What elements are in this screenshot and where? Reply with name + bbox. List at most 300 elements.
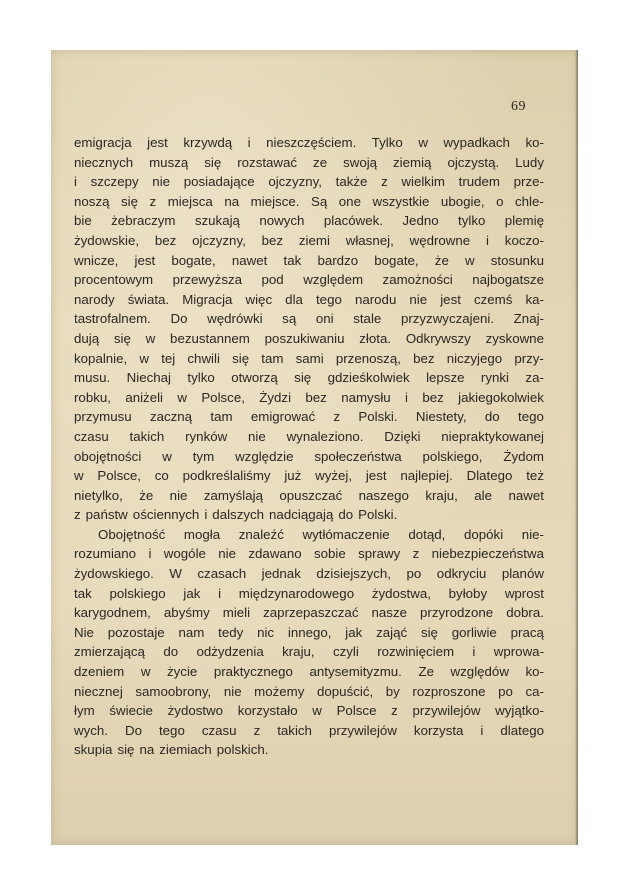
- word: sobie: [313, 546, 346, 562]
- body-text: [74, 133, 544, 760]
- word: antysemityzmu.: [309, 664, 402, 680]
- word: kopalnie,: [74, 350, 128, 366]
- word: rozproszone: [412, 683, 486, 699]
- word: korzystało: [237, 703, 298, 719]
- word: się: [294, 370, 312, 386]
- word: tak: [283, 252, 302, 268]
- word: abyśmy: [163, 605, 210, 621]
- word: niebezpieczeństwa: [431, 546, 544, 562]
- word: sprawy: [358, 546, 401, 562]
- word: że: [434, 252, 449, 268]
- word: krzywdą: [183, 135, 233, 150]
- text-line: [74, 603, 544, 623]
- word: w: [140, 664, 151, 680]
- word: tak: [74, 585, 92, 601]
- word: przyrodzone: [420, 605, 494, 621]
- word: zmierzającą: [74, 644, 145, 660]
- word: swoją: [343, 154, 378, 170]
- word: wprowa-: [493, 644, 544, 660]
- word: prze-: [513, 174, 544, 190]
- word: więc: [245, 291, 273, 307]
- word: sami: [295, 350, 324, 366]
- word: względem: [303, 272, 364, 288]
- word: nawet: [231, 252, 268, 268]
- word: Polsce,: [201, 389, 245, 405]
- word: bezustannem: [170, 330, 250, 346]
- word: z: [333, 409, 341, 425]
- word: wyjątko-: [495, 703, 544, 719]
- word: z: [391, 703, 398, 719]
- word: karygodnem,: [74, 605, 151, 621]
- word: jednak: [261, 566, 301, 582]
- word: jest: [440, 291, 461, 307]
- word: dalszych: [212, 507, 265, 523]
- word: przy-: [514, 350, 544, 366]
- word: z: [149, 193, 157, 209]
- word: Do: [170, 311, 188, 327]
- word: Do: [124, 722, 142, 738]
- word: wszystkie: [372, 193, 430, 209]
- text-line: [74, 368, 544, 388]
- text-line: [74, 682, 544, 702]
- word: czemś: [473, 291, 513, 307]
- word: ale: [474, 487, 493, 503]
- word: dzeniem: [74, 664, 125, 680]
- word: nowych: [259, 213, 305, 229]
- text-line: [74, 329, 544, 349]
- word: innego,: [287, 624, 332, 640]
- word: żydowskiego.: [74, 566, 154, 582]
- word: plemię: [504, 213, 544, 229]
- word: się: [117, 742, 135, 758]
- word: niecznej: [74, 683, 123, 699]
- word: jest: [365, 468, 387, 484]
- word: podkreślaliśmy: [182, 468, 271, 484]
- word: noszą: [74, 193, 110, 209]
- word: trudem: [458, 174, 501, 190]
- word: możemy: [254, 683, 305, 699]
- word: W: [169, 566, 182, 582]
- word: wych.: [74, 722, 108, 738]
- text-line: [74, 388, 544, 408]
- word: ziemi: [298, 232, 330, 248]
- word: czasu: [74, 428, 109, 444]
- word: mieli: [222, 605, 251, 621]
- word: wnicze,: [74, 252, 119, 268]
- word: bogate,: [374, 252, 419, 268]
- word: do: [163, 644, 179, 660]
- word: tego: [518, 409, 544, 425]
- word: jakiegokolwiek: [458, 389, 544, 405]
- word: Są: [310, 193, 328, 209]
- word: Tylko: [371, 135, 403, 150]
- word: dla: [285, 291, 303, 307]
- text-line: [74, 623, 544, 643]
- word: Znaj-: [513, 311, 544, 327]
- word: względzie: [235, 448, 294, 464]
- word: miejsca: [167, 193, 213, 209]
- word: w: [177, 389, 187, 405]
- word: stale: [353, 311, 382, 327]
- word: stosunku: [490, 252, 544, 268]
- word: czasach: [197, 566, 247, 582]
- word: na: [224, 193, 240, 209]
- text-line: [74, 584, 544, 604]
- word: jak: [183, 585, 201, 601]
- word: przyzwyczajeni.: [400, 311, 495, 327]
- book-page: [51, 50, 578, 845]
- text-line: [74, 211, 544, 231]
- word: nie-: [521, 526, 544, 542]
- word: bez: [154, 232, 177, 248]
- word: czyli: [332, 644, 359, 660]
- word: narodu: [354, 291, 397, 307]
- word: pozostaje: [107, 624, 165, 640]
- word: niczyjego: [446, 350, 503, 366]
- word: co: [154, 468, 169, 484]
- word: wyżej,: [315, 468, 353, 484]
- word: gorliwie: [451, 624, 497, 640]
- word: po: [406, 566, 422, 582]
- word: i: [405, 389, 409, 405]
- word: w: [139, 350, 150, 366]
- word: robku,: [74, 389, 111, 405]
- word: z: [412, 546, 420, 562]
- word: procentowym: [74, 272, 154, 288]
- word: nieszczęściem.: [266, 135, 357, 150]
- word: ojczystą.: [447, 154, 500, 170]
- word: nadciągają: [269, 507, 334, 523]
- word: zamożności: [382, 272, 453, 288]
- word: ubogie,: [440, 193, 485, 209]
- word: tego: [315, 291, 342, 307]
- word: ościennych: [132, 507, 200, 523]
- word: w: [145, 330, 156, 346]
- word: namysłu: [341, 389, 391, 405]
- word: ca-: [525, 683, 544, 699]
- word: nie: [152, 174, 171, 190]
- text-line: [74, 270, 544, 290]
- text-line: [74, 466, 544, 486]
- word: muszą: [149, 154, 189, 170]
- word: przywilejów: [328, 722, 397, 738]
- word: bez: [305, 389, 327, 405]
- word: i: [148, 546, 152, 562]
- word: szukają: [194, 213, 240, 229]
- text-line: [74, 153, 544, 173]
- word: takich: [277, 722, 312, 738]
- word: wogóle: [163, 546, 206, 562]
- word: dobra.: [506, 605, 544, 621]
- word: w: [74, 468, 84, 484]
- word: i: [204, 507, 208, 523]
- word: przewyższa: [172, 272, 243, 288]
- word: nie: [248, 428, 266, 444]
- word: lepsze: [426, 370, 465, 386]
- word: chwili: [187, 350, 220, 366]
- word: koczo-: [504, 232, 544, 248]
- word: naszego: [358, 487, 409, 503]
- word: dzisiejszych,: [316, 566, 391, 582]
- word: międzynarodowego: [238, 585, 355, 601]
- text-line: [74, 701, 544, 721]
- word: ko-: [525, 664, 544, 680]
- word: najlepiej.: [400, 468, 453, 484]
- word: z: [74, 507, 81, 523]
- word: się: [232, 350, 250, 366]
- text-line: [74, 133, 544, 153]
- text-line: [74, 564, 544, 584]
- word: dopóki: [463, 526, 504, 542]
- word: jak: [345, 624, 363, 640]
- text-line: [74, 544, 544, 564]
- word: Migracja: [182, 291, 233, 307]
- word: wynaleziono.: [286, 428, 364, 444]
- word: rozumiano: [74, 546, 137, 562]
- word: polskiego,: [422, 448, 483, 464]
- word: Polsce: [336, 703, 377, 719]
- word: przymusu: [74, 409, 132, 425]
- word: ziemią: [393, 154, 432, 170]
- word: i: [218, 585, 222, 601]
- word: planów: [501, 566, 544, 582]
- word: także: [335, 174, 368, 190]
- word: Jedno: [402, 213, 439, 229]
- word: się: [113, 330, 131, 346]
- word: ojczyzny,: [268, 174, 323, 190]
- word: nie: [169, 487, 188, 503]
- word: i: [247, 135, 251, 150]
- word: zaprzepaszczać: [263, 605, 359, 621]
- word: złota.: [359, 330, 392, 346]
- word: bie: [74, 213, 92, 229]
- word: Niestety,: [415, 409, 467, 425]
- word: niecznych: [74, 154, 134, 170]
- word: zaczną: [149, 409, 193, 425]
- word: znaleźć: [238, 526, 284, 542]
- word: tam: [210, 409, 233, 425]
- text-line: [74, 525, 544, 545]
- word: żydostwo: [167, 703, 224, 719]
- word: zyskowne: [485, 330, 544, 346]
- word: tylko: [458, 213, 486, 229]
- word: Odkrywszy: [405, 330, 471, 346]
- text-line: [74, 642, 544, 662]
- text-line: [74, 662, 544, 682]
- word: dotąd,: [408, 526, 446, 542]
- word: by: [385, 683, 400, 699]
- word: i: [74, 174, 77, 190]
- word: w: [162, 448, 172, 464]
- word: one: [338, 193, 361, 209]
- word: i: [472, 644, 476, 660]
- text-line: [74, 447, 544, 467]
- word: musu.: [74, 370, 111, 386]
- word: tej: [161, 350, 176, 366]
- word: tylko: [187, 370, 215, 386]
- word: w: [465, 252, 475, 268]
- word: dują: [74, 330, 100, 346]
- text-line: [74, 721, 544, 741]
- word: o: [496, 193, 504, 209]
- word: świecie: [109, 703, 153, 719]
- text-line: [74, 740, 544, 760]
- word: gdzieśkolwiek: [327, 370, 410, 386]
- word: placówek.: [323, 213, 383, 229]
- word: żydowskie,: [74, 232, 140, 248]
- word: że: [139, 487, 154, 503]
- text-line: [74, 309, 544, 329]
- word: chle-: [515, 193, 544, 209]
- text-line: [74, 172, 544, 192]
- text-line: [74, 505, 544, 525]
- word: wędrowne: [409, 232, 471, 248]
- page-edge-shadow: [575, 50, 578, 845]
- word: wypadkach: [443, 135, 510, 150]
- text-line: [74, 486, 544, 506]
- word: Ludy: [515, 154, 544, 170]
- word: się: [121, 193, 139, 209]
- word: bez: [261, 232, 284, 248]
- word: Niechaj: [126, 370, 171, 386]
- text-line: [74, 349, 544, 369]
- word: dlatego: [500, 722, 544, 738]
- word: wędrówki: [207, 311, 263, 327]
- word: takich: [129, 428, 165, 444]
- word: z: [253, 722, 261, 738]
- word: świata.: [127, 291, 170, 307]
- word: narody: [74, 291, 115, 307]
- word: własnej,: [345, 232, 394, 248]
- word: żebraczym: [111, 213, 176, 229]
- word: życie: [167, 664, 198, 680]
- word: jest: [134, 252, 156, 268]
- word: nasze: [371, 605, 407, 621]
- word: państw: [85, 507, 128, 523]
- word: pracą: [510, 624, 544, 640]
- word: przywilejów: [412, 703, 481, 719]
- word: nam: [178, 624, 205, 640]
- word: się: [204, 154, 222, 170]
- word: zdawano: [248, 546, 302, 562]
- word: czasu: [201, 722, 237, 738]
- word: są: [282, 311, 297, 327]
- word: Żydzi: [259, 389, 292, 405]
- word: nie: [223, 683, 242, 699]
- word: odkryciu: [436, 566, 487, 582]
- word: posiadające: [183, 174, 255, 190]
- word: emigracja: [74, 135, 132, 150]
- word: byłoby: [448, 585, 488, 601]
- text-line: [74, 192, 544, 212]
- word: nie: [218, 546, 237, 562]
- word: kraju,: [425, 487, 458, 503]
- word: wielkim: [401, 174, 445, 190]
- word: obojętności: [74, 448, 142, 464]
- word: tam: [261, 350, 284, 366]
- word: Dzięki: [384, 428, 421, 444]
- word: opuszczać: [279, 487, 343, 503]
- word: skupia: [74, 742, 113, 758]
- word: bez: [422, 389, 444, 405]
- word: rynków: [185, 428, 228, 444]
- word: Nie: [74, 624, 94, 640]
- word: za-: [525, 370, 544, 386]
- word: z: [381, 174, 388, 190]
- word: Obojętność: [98, 526, 166, 542]
- word: na: [139, 742, 155, 758]
- word: do: [338, 507, 354, 523]
- word: ko-: [525, 135, 544, 150]
- word: Ze: [418, 664, 434, 680]
- word: niepraktykowanej: [441, 428, 544, 444]
- word: tedy: [218, 624, 244, 640]
- text-line: [74, 427, 544, 447]
- word: wprost: [504, 585, 544, 601]
- word: bardzo: [317, 252, 359, 268]
- word: Polsce,: [97, 468, 141, 484]
- word: bez: [413, 350, 435, 366]
- word: tym: [192, 448, 215, 464]
- text-line: [74, 290, 544, 310]
- word: nawet: [508, 487, 544, 503]
- word: bogate,: [171, 252, 216, 268]
- page-number: 69: [511, 99, 526, 114]
- word: się: [420, 624, 438, 640]
- word: tego: [158, 722, 185, 738]
- word: rynki: [480, 370, 509, 386]
- text-line: [74, 251, 544, 271]
- text-line: [74, 231, 544, 251]
- word: nietylko,: [74, 487, 123, 503]
- word: najbogatsze: [472, 272, 544, 288]
- word: odżydzenia: [196, 644, 264, 660]
- word: oni: [315, 311, 334, 327]
- word: kraju,: [282, 644, 315, 660]
- word: szczepy: [90, 174, 139, 190]
- word: samoobrony,: [135, 683, 212, 699]
- word: mogła: [183, 526, 221, 542]
- word: do: [484, 409, 500, 425]
- text-line: [74, 407, 544, 427]
- word: miejsce.: [250, 193, 300, 209]
- word: w: [312, 703, 322, 719]
- word: praktycznego: [213, 664, 293, 680]
- word: ze: [313, 154, 328, 170]
- word: rozstawać: [237, 154, 298, 170]
- word: wytłómaczenie: [302, 526, 390, 542]
- word: pod: [261, 272, 284, 288]
- word: zająć: [376, 624, 408, 640]
- word: polskich.: [216, 742, 269, 758]
- word: dopuścić,: [317, 683, 374, 699]
- word: aniżeli: [125, 389, 164, 405]
- word: i: [486, 232, 489, 248]
- word: Polski.: [358, 507, 398, 523]
- word: otworzą: [231, 370, 278, 386]
- word: emigrować: [250, 409, 316, 425]
- word: Polski.: [358, 409, 398, 425]
- word: nie: [409, 291, 428, 307]
- word: względów: [450, 664, 509, 680]
- word: korzysta: [413, 722, 464, 738]
- word: ka-: [525, 291, 544, 307]
- word: społeczeństwa: [314, 448, 402, 464]
- word: Żydom: [503, 448, 544, 464]
- word: żydostwa,: [371, 585, 431, 601]
- word: łym: [74, 703, 95, 719]
- word: polskiego: [109, 585, 166, 601]
